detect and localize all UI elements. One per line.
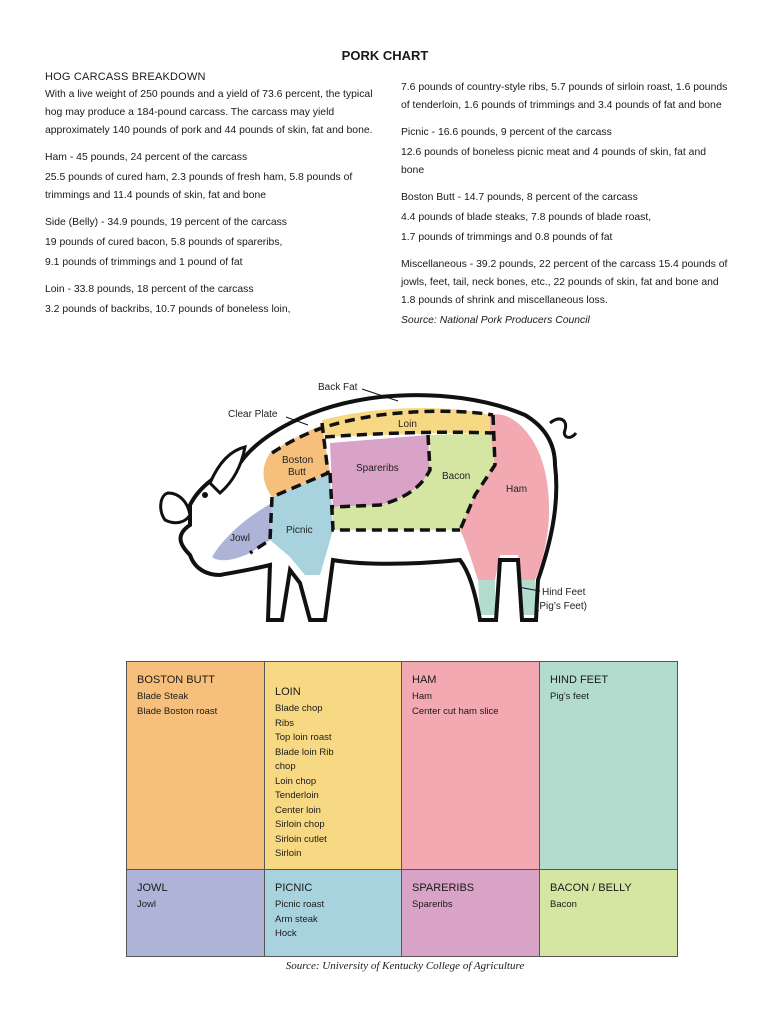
list-item: Center loin xyxy=(275,804,321,816)
ham-detail: 25.5 pounds of cured ham, 2.3 pounds of fresh ham, 5.8 pounds of trimmings and 11.4 pounds of skin, fat and bone xyxy=(45,172,353,201)
list-item: Blade Boston roast xyxy=(137,705,218,717)
butt-detail-2: 1.7 pounds of trimmings and 0.8 pounds of fat xyxy=(401,232,613,243)
cuts-table xyxy=(126,661,678,957)
list-ham xyxy=(412,690,529,719)
list-spareribs xyxy=(412,898,529,913)
side-detail-1: 19 pounds of cured bacon, 5.8 pounds of spareribs, xyxy=(45,237,283,248)
cell-hind-feet xyxy=(540,662,677,870)
list-item: Jowl xyxy=(137,899,157,910)
hind-feet-region xyxy=(478,580,535,615)
label-jowl: Jowl xyxy=(230,533,251,544)
pig-tail xyxy=(550,419,576,437)
list-loin xyxy=(275,702,391,862)
cell-spareribs xyxy=(402,870,540,956)
list-item: Loin chop xyxy=(275,775,317,787)
list-item: Hock xyxy=(275,928,297,939)
label-spareribs: Spareribs xyxy=(356,463,399,474)
list-item: Sirloin chop xyxy=(275,819,325,830)
list-item: Top loin roast xyxy=(275,732,332,743)
cell-jowl xyxy=(127,870,265,956)
picnic-title: Picnic - 16.6 pounds, 9 percent of the carcass xyxy=(401,127,612,138)
page-title: PORK CHART xyxy=(341,48,429,63)
label-butt: Butt xyxy=(288,467,306,478)
heading-jowl: JOWL xyxy=(137,882,168,894)
heading-hind-feet: HIND FEET xyxy=(550,674,609,686)
cell-bacon-belly xyxy=(540,870,677,956)
label-clear-plate: Clear Plate xyxy=(228,409,278,420)
heading-loin: LOIN xyxy=(275,686,301,698)
list-item: chop xyxy=(275,761,296,772)
label-ham: Ham xyxy=(506,484,528,495)
pig-eye xyxy=(202,492,208,498)
heading-picnic: PICNIC xyxy=(275,882,313,894)
list-picnic xyxy=(275,898,391,942)
list-item: Tenderloin xyxy=(275,790,319,801)
label-loin: Loin xyxy=(398,419,417,430)
pig-snout xyxy=(161,493,190,523)
list-item: Sirloin cutlet xyxy=(275,833,327,845)
picnic-detail: 12.6 pounds of boneless picnic meat and 4 pounds of skin, fat and bone xyxy=(401,147,707,176)
list-item: Sirloin xyxy=(275,848,302,859)
label-boston: Boston xyxy=(282,455,314,466)
list-item: Arm steak xyxy=(275,913,318,925)
uk-source: Source: University of Kentucky College of Agriculture xyxy=(285,960,525,972)
jowl-region xyxy=(212,503,272,560)
pig-diagram-svg xyxy=(150,375,610,640)
side-title: Side (Belly) - 34.9 pounds, 19 percent of the carcass xyxy=(45,217,288,228)
right-text-column xyxy=(401,79,731,330)
cell-loin xyxy=(265,662,402,870)
loin-continued: 7.6 pounds of country-style ribs, 5.7 pounds of sirloin roast, 1.6 pounds of tenderloin, 1.6 pounds of trimmings and 3.4 pounds of fat and bone xyxy=(401,82,728,111)
cell-boston-butt xyxy=(127,662,265,870)
loin-detail: 3.2 pounds of backribs, 10.7 pounds of boneless loin, xyxy=(45,304,291,315)
list-item: Picnic roast xyxy=(275,899,325,910)
list-item: Ribs xyxy=(275,717,295,729)
list-item: Spareribs xyxy=(412,899,453,910)
left-text-column xyxy=(45,68,375,328)
list-item: Center cut ham slice xyxy=(412,705,499,717)
list-bacon-belly xyxy=(550,898,667,913)
pig-diagram xyxy=(150,375,610,640)
loin-title: Loin - 33.8 pounds, 18 percent of the carcass xyxy=(45,284,254,295)
pig-ear xyxy=(210,447,245,493)
heading-ham: HAM xyxy=(412,674,437,686)
butt-detail-1: 4.4 pounds of blade steaks, 7.8 pounds of blade roast, xyxy=(401,212,652,223)
list-item: Pig’s feet xyxy=(550,691,589,702)
label-back-fat: Back Fat xyxy=(318,382,358,393)
list-item: Blade Steak xyxy=(137,691,189,702)
butt-title: Boston Butt - 14.7 pounds, 8 percent of the carcass xyxy=(401,192,638,203)
label-bacon: Bacon xyxy=(442,471,471,482)
list-item: Blade loin Rib xyxy=(275,746,334,758)
heading-bacon-belly: BACON / BELLY xyxy=(550,882,632,894)
label-picnic: Picnic xyxy=(286,525,313,536)
label-hind-feet: Hind Feet xyxy=(542,587,586,598)
list-hind-feet xyxy=(550,690,667,705)
heading-boston-butt: BOSTON BUTT xyxy=(137,674,216,686)
misc-paragraph: Miscellaneous - 39.2 pounds, 22 percent of the carcass 15.4 pounds of jowls, feet, tail, neck bones, etc., 22 pounds of skin, fat and bone and 1.8 pounds of shrink and miscellaneous loss. xyxy=(401,259,728,306)
side-detail-2: 9.1 pounds of trimmings and 1 pound of fat xyxy=(45,257,243,268)
npp-source: Source: National Pork Producers Council xyxy=(401,315,590,326)
cell-ham xyxy=(402,662,540,870)
list-boston-butt xyxy=(137,690,254,719)
list-item: Ham xyxy=(412,691,433,702)
list-item: Blade chop xyxy=(275,703,323,714)
heading-spareribs: SPARERIBS xyxy=(412,882,475,894)
intro-paragraph: With a live weight of 250 pounds and a yield of 73.6 percent, the typical hog may produce a 184-pound carcass. The carcass may yield approximately 140 pounds of pork and 44 pounds of skin, fat and bone. xyxy=(45,89,373,136)
breakdown-heading: HOG CARCASS BREAKDOWN xyxy=(45,71,206,83)
cell-picnic xyxy=(265,870,402,956)
list-jowl xyxy=(137,898,254,913)
list-item: Bacon xyxy=(550,899,577,910)
ham-title: Ham - 45 pounds, 24 percent of the carcass xyxy=(45,152,248,163)
label-pigs-feet: (Pig’s Feet) xyxy=(536,601,587,612)
